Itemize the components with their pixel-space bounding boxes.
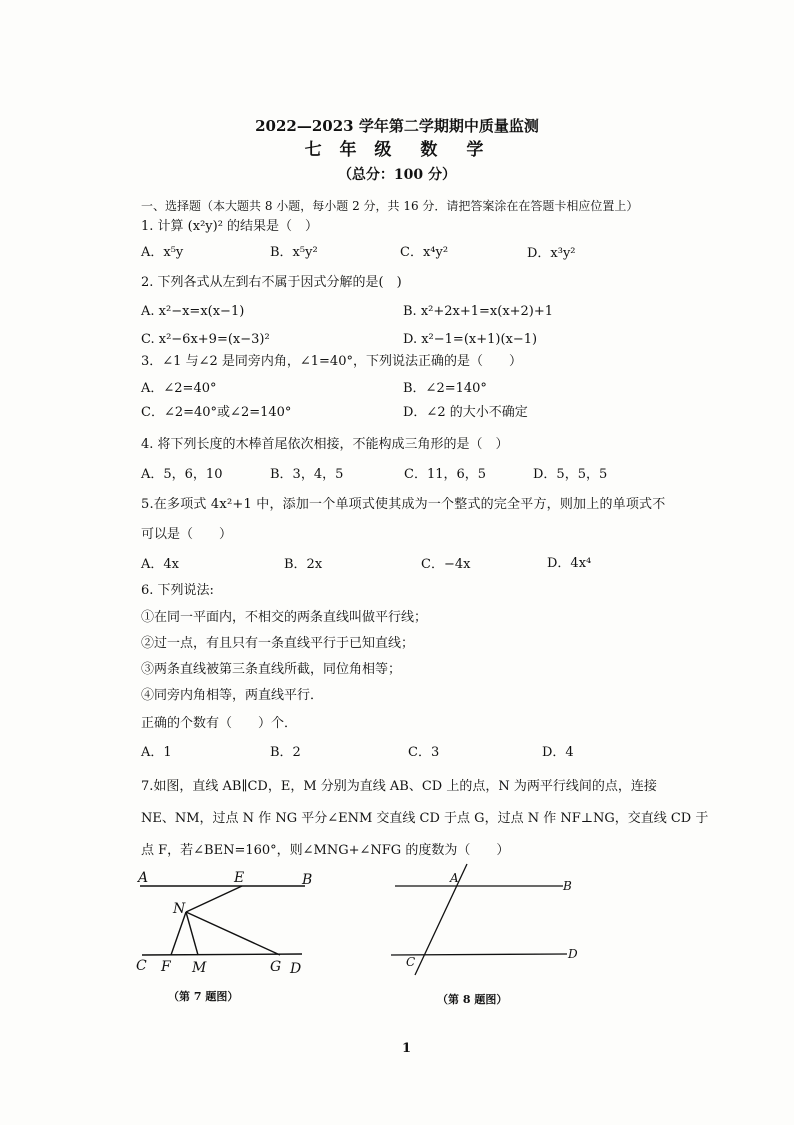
q4-option-a: A．5，6，10 [141, 467, 223, 482]
q5-option-d: D．4x⁴ [547, 556, 592, 571]
fig8-caption: （第 8 题图） [437, 993, 508, 1006]
q5-option-a: A．4x [141, 557, 179, 572]
q2-option-a: A. x²−x=x(x−1) [141, 304, 245, 319]
page-number: 1 [402, 1041, 412, 1056]
q5-option-c: C．−4x [421, 557, 471, 572]
fig7-label-m: M [192, 960, 207, 976]
fig7-label-c: C [136, 958, 147, 974]
q7-text-line1: 7.如图，直线 AB∥CD，E，M 分别为直线 AB、CD 上的点，N 为两平行线间的点，连接 [141, 779, 657, 794]
q7-text-line3: 点 F，若∠BEN=160°，则∠MNG+∠NFG 的度数为（ ） [141, 843, 510, 858]
q6-statement-2: ②过一点，有且只有一条直线平行于已知直线； [141, 636, 415, 651]
q1-option-d: D．x³y² [527, 246, 576, 261]
q6-statement-4: ④同旁内角相等，两直线平行． [141, 688, 324, 703]
exam-title: 2022—2023 学年第二学期期中质量监测 [255, 117, 539, 135]
fig7-label-b: B [302, 872, 313, 888]
q4-option-c: C．11，6，5 [404, 467, 487, 482]
q6-statement-3: ③两条直线被第三条直线所截，同位角相等； [141, 662, 402, 677]
q7-text-line2: NE、NM，过点 N 作 NG 平分∠ENM 交直线 CD 于点 G，过点 N 作 NF⊥NG，交直线 CD 于 [141, 811, 709, 826]
fig7-label-g: G [270, 959, 282, 975]
q6-statement-1: ①在同一平面内，不相交的两条直线叫做平行线； [141, 610, 428, 625]
q6-stem: 6. 下列说法: [141, 583, 214, 598]
section-heading: 一、选择题（本大题共 8 小题，每小题 2 分，共 16 分．请把答案涂在在答题卡相应位置上） [141, 199, 639, 213]
q1-stem: 1. 计算 (x²y)² 的结果是（ ） [141, 219, 319, 234]
q2-stem: 2. 下列各式从左到右不属于因式分解的是( ) [141, 275, 402, 290]
q6-option-b: B．2 [270, 745, 301, 760]
q4-stem: 4. 将下列长度的木棒首尾依次相接，不能构成三角形的是（ ） [141, 437, 509, 452]
q1-option-c: C．x⁴y² [400, 245, 449, 260]
q5-stem-line1: 5.在多项式 4x²+1 中，添加一个单项式使其成为一个整式的完全平方，则加上的单项式不 [141, 497, 666, 512]
q1-option-b: B．x⁵y² [270, 245, 318, 260]
q2-option-c: C. x²−6x+9=(x−3)² [141, 332, 270, 347]
q6-option-d: D．4 [542, 745, 574, 760]
fig8-label-c: C [406, 955, 416, 969]
fig7-label-n: N [173, 901, 186, 917]
q4-option-b: B．3，4，5 [270, 467, 344, 482]
fig7-label-e: E [234, 870, 245, 886]
figure-7 [130, 866, 320, 981]
q5-stem-line2: 可以是（ ） [141, 527, 233, 542]
fig7-caption: （第 7 题图） [168, 990, 239, 1003]
q6-option-a: A．1 [141, 745, 172, 760]
q4-option-d: D．5，5，5 [533, 467, 608, 482]
exam-subject: 七 年 级 数 学 [304, 140, 490, 160]
q6-ask: 正确的个数有（ ）个． [141, 716, 298, 731]
q2-option-d: D. x²−1=(x+1)(x−1) [403, 332, 538, 347]
fig8-label-a: A [450, 871, 459, 885]
q2-option-b: B. x²+2x+1=x(x+2)+1 [403, 304, 554, 319]
fig7-label-d: D [290, 961, 302, 977]
fig7-label-a: A [138, 870, 149, 886]
fig8-label-b: B [563, 879, 572, 893]
q3-option-d: D．∠2 的大小不确定 [403, 405, 528, 420]
q3-option-a: A．∠2=40° [141, 381, 217, 396]
fig8-label-d: D [568, 947, 578, 961]
q3-option-b: B．∠2=140° [403, 381, 487, 396]
q5-option-b: B．2x [284, 557, 323, 572]
figure-8 [385, 862, 585, 977]
exam-total-score: （总分：100 分） [337, 167, 457, 183]
q3-option-c: C．∠2=40°或∠2=140° [141, 405, 292, 420]
fig7-label-f: F [161, 959, 171, 975]
q1-option-a: A．x⁵y [141, 245, 184, 260]
q3-stem: 3．∠1 与∠2 是同旁内角，∠1=40°，下列说法正确的是（ ） [141, 354, 522, 369]
q6-option-c: C．3 [408, 745, 440, 760]
